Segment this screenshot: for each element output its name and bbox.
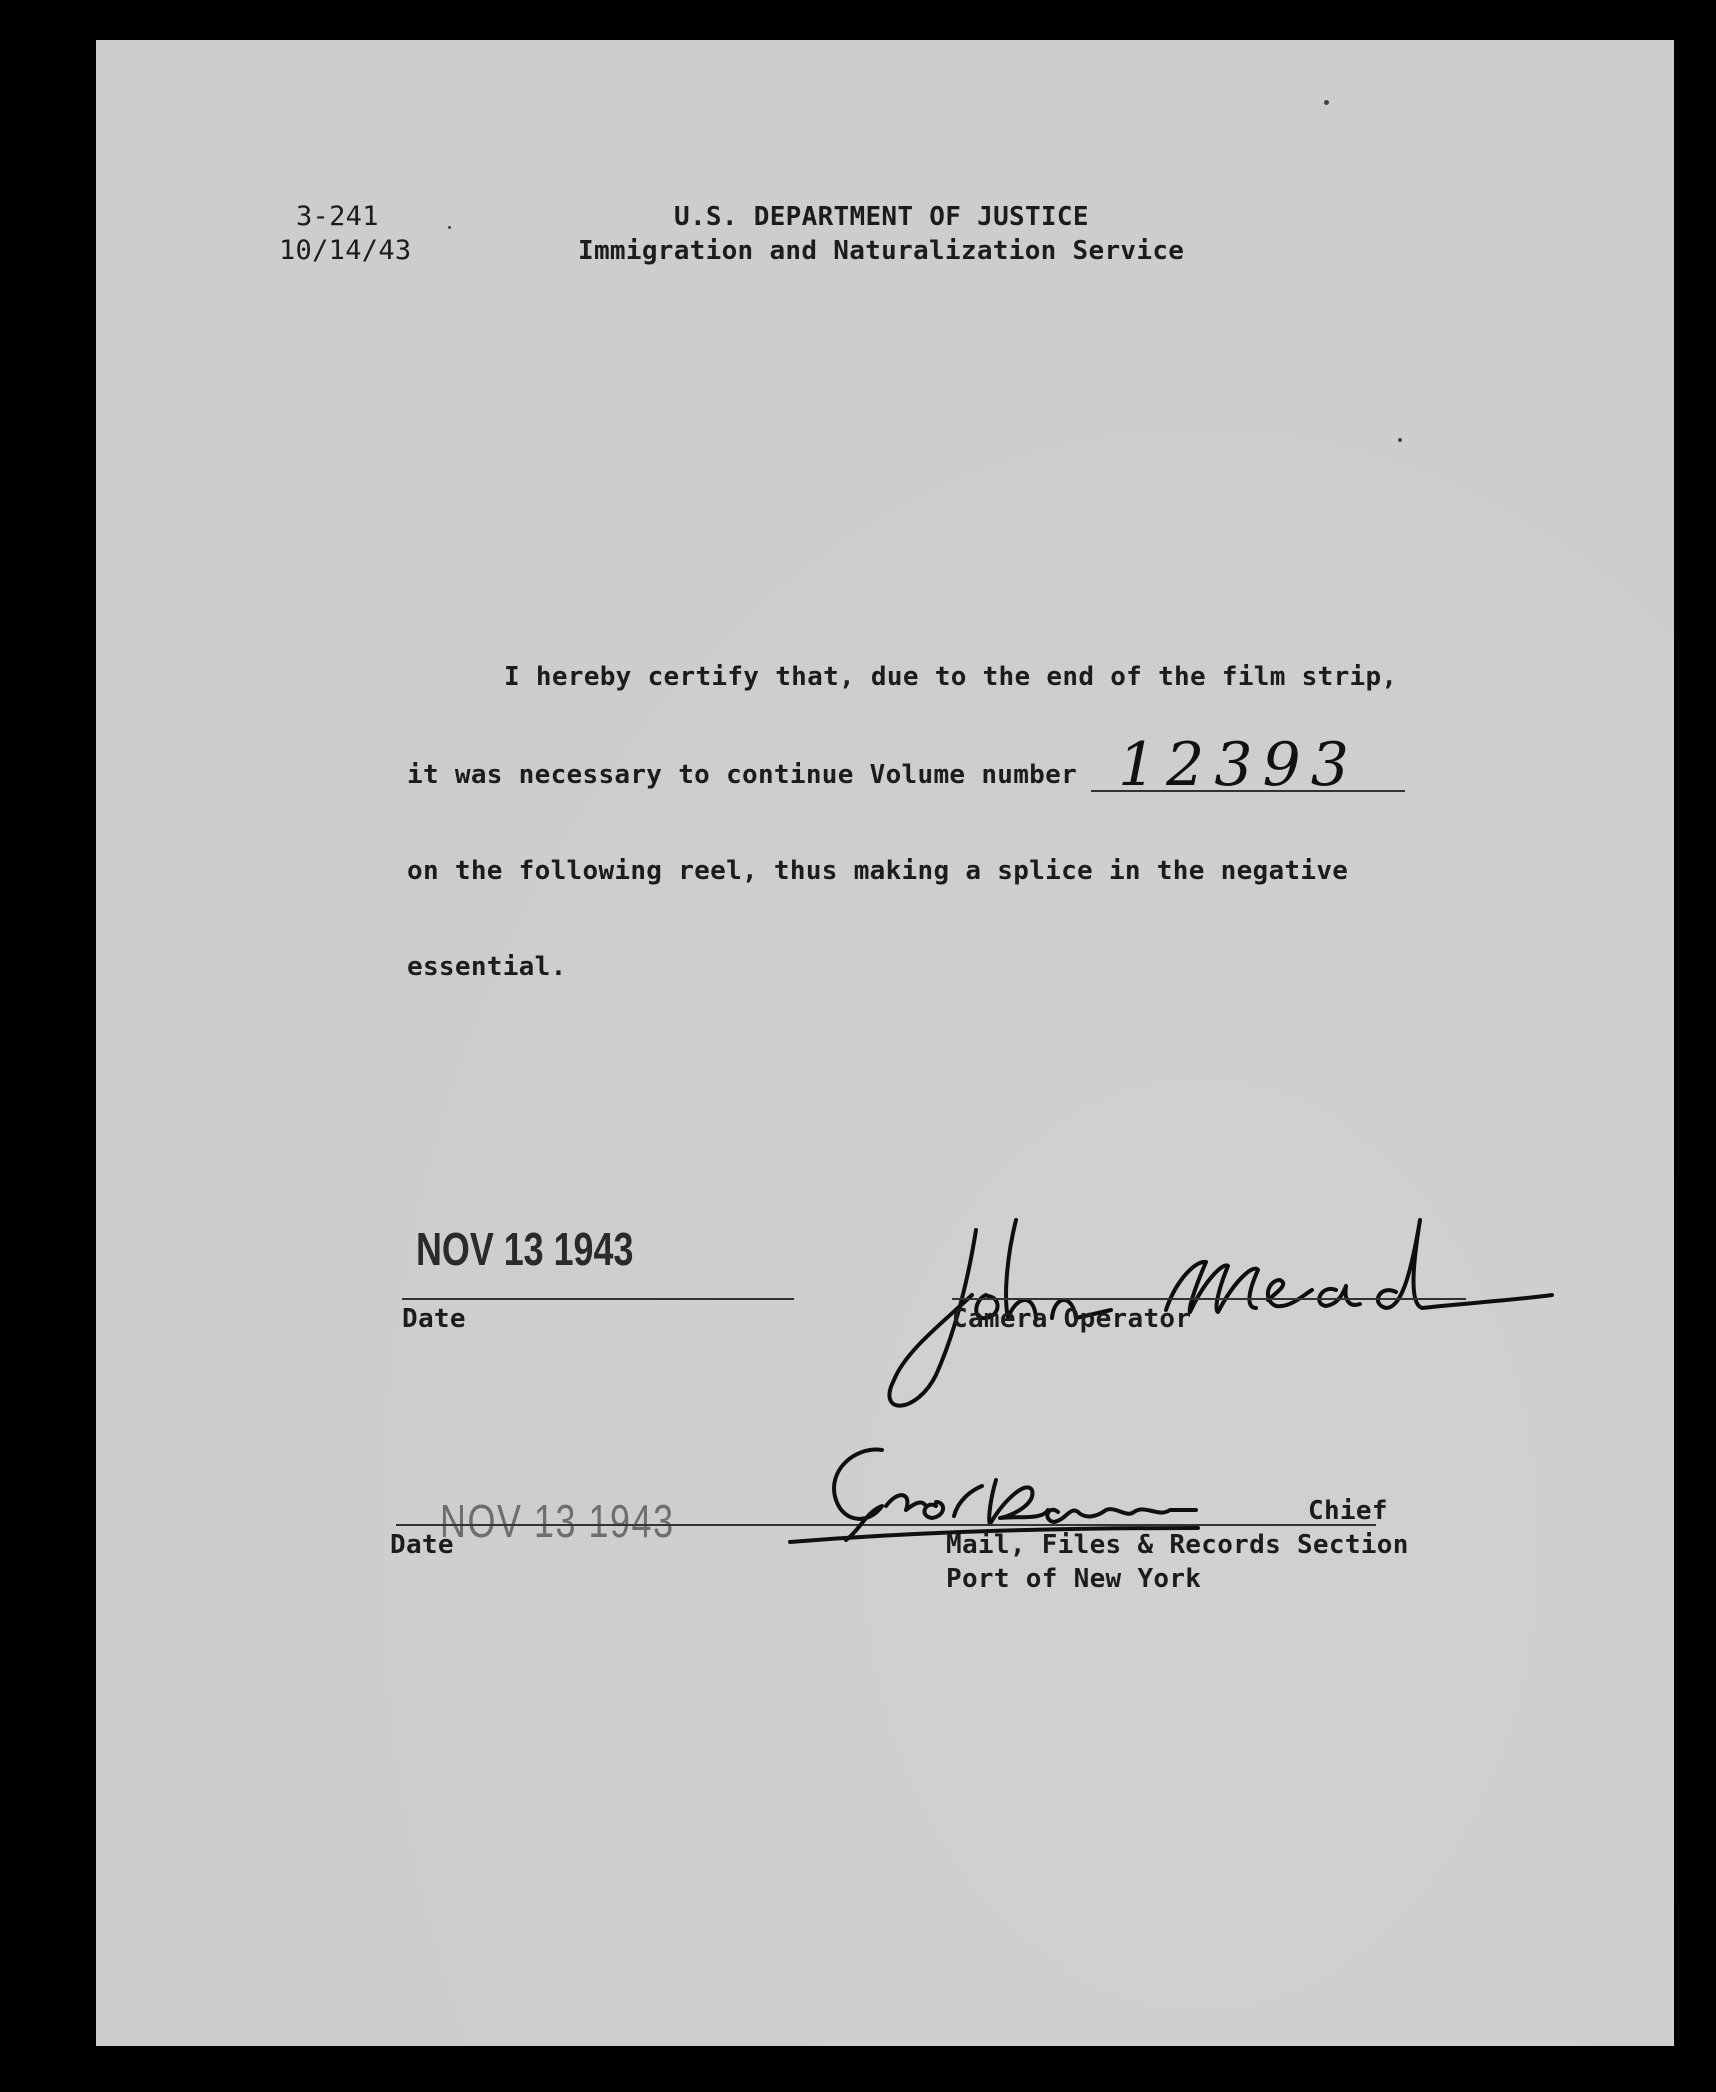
certification-line-3: on the following reel, thus making a splice in the negative: [407, 856, 1349, 886]
agency-heading: U.S. DEPARTMENT OF JUSTICE: [674, 202, 1089, 232]
date-line-1: [402, 1298, 794, 1300]
camera-operator-label: Camera Operator: [952, 1304, 1192, 1334]
volume-number-handwritten: 12393: [1118, 730, 1359, 800]
form-number: 3-241: [296, 201, 379, 232]
date-stamp-2: NOV 13 1943: [440, 1495, 675, 1547]
signature-line-2: [896, 1524, 1376, 1526]
chief-title: Chief: [1308, 1496, 1388, 1526]
certification-line-2: it was necessary to continue Volume number: [407, 760, 1078, 790]
port-title: Port of New York: [946, 1564, 1202, 1594]
scan-speck: [1398, 438, 1402, 442]
date-label-1: Date: [402, 1304, 466, 1334]
date-label-2: Date: [390, 1530, 454, 1560]
scan-speck: [1324, 100, 1329, 105]
form-date: 10/14/43: [279, 235, 412, 266]
section-title: Mail, Files & Records Section: [946, 1530, 1409, 1560]
scan-speck: [448, 226, 451, 229]
date-stamp-1: NOV 13 1943: [416, 1223, 634, 1275]
service-heading: Immigration and Naturalization Service: [578, 236, 1185, 266]
certification-line-4: essential.: [407, 952, 567, 982]
certification-line-1: I hereby certify that, due to the end of the film strip,: [504, 662, 1398, 692]
document-page: [96, 40, 1674, 2046]
signature-line-1: [952, 1298, 1466, 1300]
